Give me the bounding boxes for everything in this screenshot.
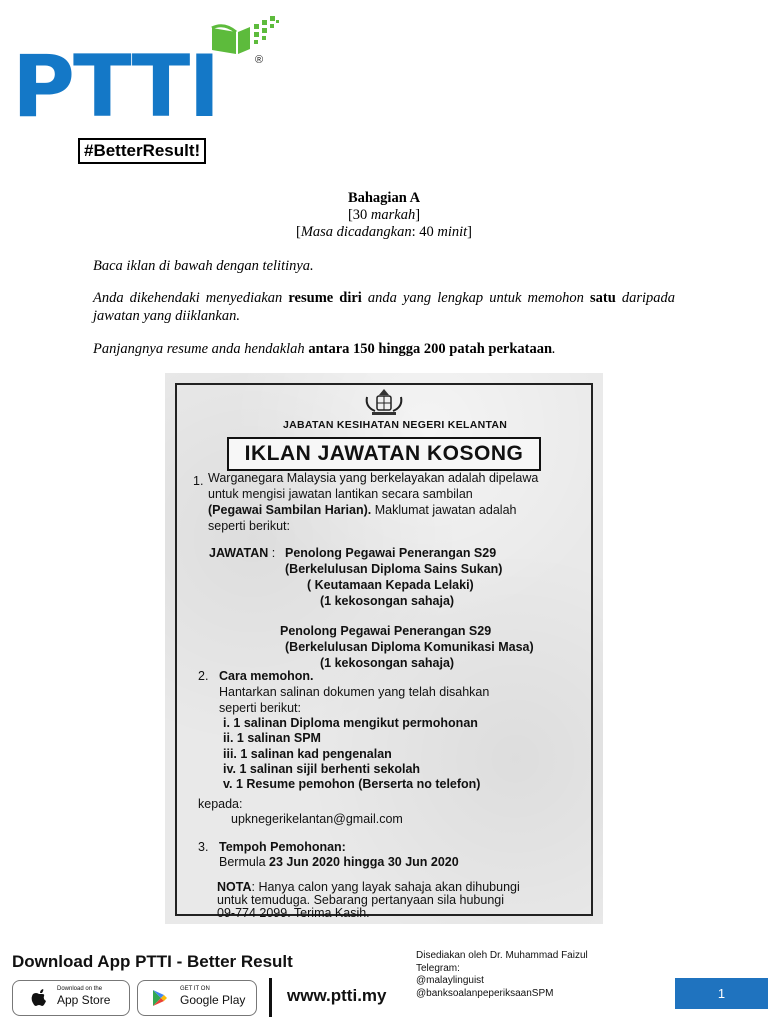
ad-title: IKLAN JAWATAN KOSONG [227, 437, 541, 471]
google-play-icon [152, 989, 168, 1007]
section-time: [Masa dicadangkan: 40 minit] [295, 224, 473, 240]
google-play-button[interactable] [137, 980, 257, 1016]
ad-kepada: kepada: [198, 797, 243, 811]
tagline: #BetterResult! [78, 138, 206, 164]
ad-doc-item: i. 1 salinan Diploma mengikut permohonan [223, 716, 478, 730]
ad-line: Hantarkan salinan dokumen yang telah disahkan [219, 685, 490, 699]
ad-doc-item: ii. 1 salinan SPM [223, 731, 321, 745]
apple-icon [31, 989, 47, 1007]
footer-download-title: Download App PTTI - Better Result [12, 952, 293, 971]
ad-doc-item: iv. 1 salinan sijil berhenti sekolah [223, 762, 421, 776]
logo-wordmark: PTTI [12, 37, 219, 137]
author-credit: Disediakan oleh Dr. Muhammad Faizul Telegram: @malaylinguist @banksoalanpeperiksaanSPM [416, 950, 588, 999]
registered-mark: ® [255, 54, 264, 66]
ad-doc-item: v. 1 Resume pemohon (Berserta no telefon) [223, 777, 481, 791]
book-logo-icon [210, 14, 282, 58]
ad-nota: NOTA: Hanya calon yang layak sahaja akan dihubungi untuk temuduga. Sebarang pertanyaan sila hubungi 09-774 2099. Terima Kasih. [217, 880, 520, 920]
ad-line: seperti berikut: [208, 519, 290, 533]
ad-job1-vacancy: (1 kekosongan sahaja) [320, 594, 455, 608]
coat-of-arms-icon [363, 387, 405, 417]
ad-line: Warganegara Malaysia yang berkelayakan adalah dipelawa [208, 471, 539, 485]
ad-line: seperti berikut: [219, 701, 301, 715]
page-number: 1 [675, 978, 768, 1009]
ad-job2-vacancy: (1 kekosongan sahaja) [320, 656, 455, 670]
job-advertisement-image: JABATAN KESIHATAN NEGERI KELANTAN IKLAN JAWATAN KOSONG 1. Warganegara Malaysia yang berkelayakan adalah dipelawa untuk mengisi jawatan lantikan secara sambilan (Pegawai Sambilan Harian). Maklumat jawatan adalah seperti berikut: JAWATAN : Penolong Pegawai Penerangan S29 (Berkelulusan Diploma Sains Sukan) ( Keutamaan Kepada Lelaki) (1 kekosongan sahaja) Penolong Pegawai Penerangan S29 (Berkelulusan Diploma Komunikasi Masa) (1 kekosongan sahaja) 2. Cara memohon. Hantarkan salinan dokumen yang telah disahkan seperti berikut: i. 1 salinan Diploma mengikut permohonan ii. 1 salinan SPM iii. 1 salinan kad pengenalan iv. 1 salinan sijil berhenti sekolah v. 1 Resume pemohon (Berserta no telefon) kepada: upknegerikelantan@gmail.com 3. Tempoh Pemohonan: Bermula 23 Jun 2020 hingga 30 Jun 2020 NOTA: Hanya calon yang layak sahaja akan dihubungi untuk temuduga. Sebarang pertanyaan sila hubungi 09-774 2099. Terima Kasih. [165, 373, 603, 924]
ad-line: untuk mengisi jawatan lantikan secara sambilan [208, 487, 473, 501]
ad-section2-title: Cara memohon. [219, 669, 314, 683]
instruction-task: Anda dikehendaki menyediakan resume diri anda yang lengkap untuk memohon satu daripada jawatan yang diiklankan. [93, 290, 676, 324]
google-play-label: Google Play [180, 993, 246, 1007]
ad-line: (Pegawai Sambilan Harian). Maklumat jawatan adalah [208, 503, 517, 517]
app-store-caption: Download on the [57, 986, 103, 992]
ad-job2-title: Penolong Pegawai Penerangan S29 [280, 624, 492, 638]
section-title: Bahagian A [347, 190, 421, 206]
ad-application-period: Bermula 23 Jun 2020 hingga 30 Jun 2020 [219, 855, 459, 869]
ad-doc-item: iii. 1 salinan kad pengenalan [223, 747, 392, 761]
app-store-label: App Store [57, 993, 111, 1007]
instruction-length: Panjangnya resume anda hendaklah antara 150 hingga 200 patah perkataan. [93, 341, 556, 357]
ad-job2-qualification: (Berkelulusan Diploma Komunikasi Masa) [285, 640, 534, 654]
ptti-logo [12, 14, 282, 139]
ad-jawatan-label: JAWATAN : [209, 546, 276, 560]
ad-department: JABATAN KESIHATAN NEGERI KELANTAN [283, 419, 508, 431]
google-play-caption: GET IT ON [180, 986, 210, 992]
ad-job1-qualification: (Berkelulusan Diploma Sains Sukan) [285, 562, 503, 576]
ad-email: upknegerikelantan@gmail.com [231, 812, 403, 826]
ad-job1-title: Penolong Pegawai Penerangan S29 [285, 546, 497, 560]
website-link[interactable]: www.ptti.my [287, 986, 387, 1005]
instruction-read: Baca iklan di bawah dengan telitinya. [93, 258, 314, 274]
section-marks: [30 markah] [347, 207, 421, 223]
footer-divider [269, 978, 272, 1017]
ad-job1-preference: ( Keutamaan Kepada Lelaki) [307, 578, 474, 592]
app-store-button[interactable] [12, 980, 130, 1016]
ad-section3-title: Tempoh Pemohonan: [219, 840, 346, 854]
